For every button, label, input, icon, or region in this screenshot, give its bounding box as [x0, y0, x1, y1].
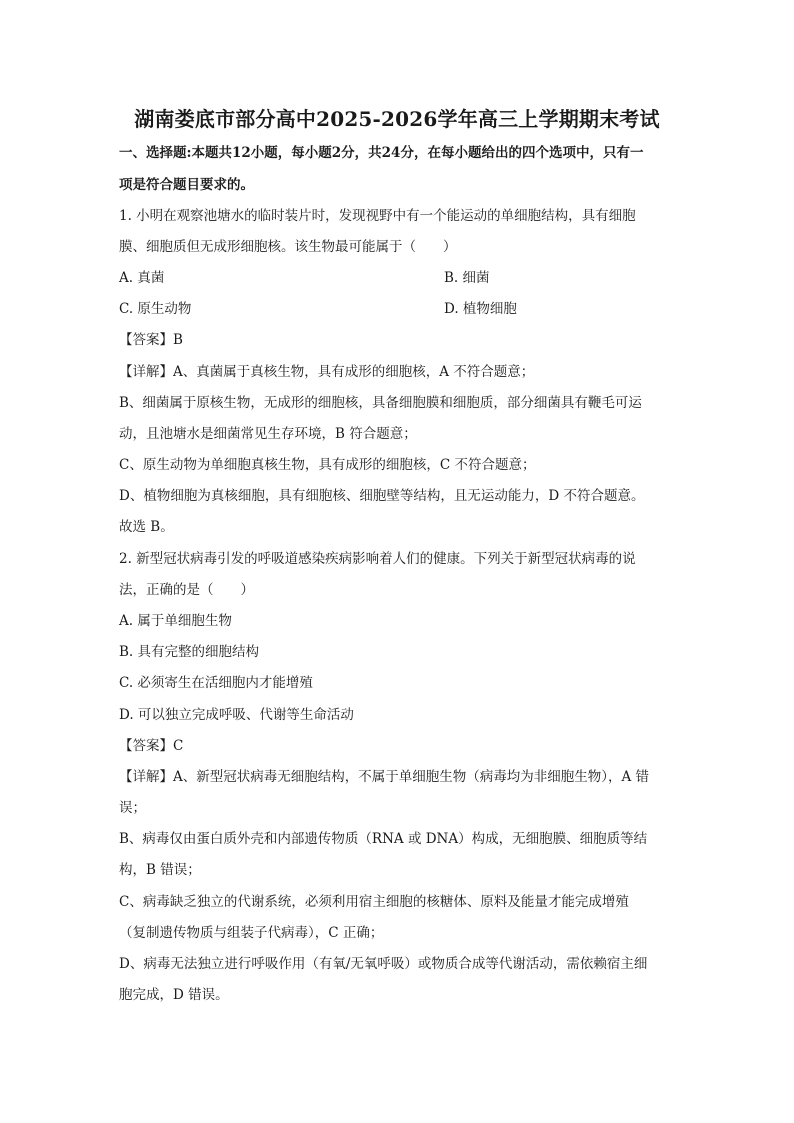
q1-explanation-line3: 动，且池塘水是细菌常见生存环境，B 符合题意； [119, 426, 417, 442]
q2-explanation-line4: 构，B 错误； [119, 862, 201, 878]
q1-option-a: A. 真菌 [119, 270, 165, 286]
q1-option-c: C. 原生动物 [119, 301, 192, 317]
section-heading-line1: 一、选择题:本题共12小题，每小题2分，共24分，在每小题给出的四个选项中，只有一 [119, 145, 644, 161]
q2-answer: 【答案】C [119, 738, 184, 754]
q1-option-b: B. 细菌 [444, 270, 490, 286]
q2-option-d: D. 可以独立完成呼吸、代谢等生命活动 [119, 707, 354, 723]
section-heading-line2: 项是符合题目要求的。 [119, 177, 254, 193]
q2-explanation-line7: D、病毒无法独立进行呼吸作用（有氧/无氧呼吸）或物质合成等代谢活动，需依赖宿主细 [119, 956, 648, 972]
q2-option-c: C. 必须寄生在活细胞内才能增殖 [119, 675, 313, 691]
q2-stem-line2: 法，正确的是（ ） [119, 582, 254, 598]
q1-explanation-line2: B、细菌属于原核生物，无成形的细胞核，具备细胞膜和细胞质，部分细菌具有鞭毛可运 [119, 395, 642, 411]
q1-explanation-line5: D、植物细胞为真核细胞，具有细胞核、细胞壁等结构，且无运动能力，D 不符合题意。 [119, 488, 645, 504]
q2-explanation-line2: 误； [119, 800, 146, 816]
q2-explanation-line8: 胞完成，D 错误。 [119, 987, 229, 1003]
q2-explanation-line1: 【详解】A、新型冠状病毒无细胞结构，不属于单细胞生物（病毒均为非细胞生物），A 错 [119, 769, 650, 785]
q1-option-d: D. 植物细胞 [444, 301, 517, 317]
q2-option-a: A. 属于单细胞生物 [119, 613, 232, 629]
q1-answer: 【答案】B [119, 332, 183, 348]
q2-explanation-line6: （复制遗传物质与组装子代病毒），C 正确； [119, 925, 384, 941]
q1-explanation-line1: 【详解】A、真菌属于真核生物，具有成形的细胞核，A 不符合题意； [119, 364, 535, 380]
q2-stem-line1: 2. 新型冠状病毒引发的呼吸道感染疾病影响着人们的健康。下列关于新型冠状病毒的说 [119, 551, 636, 567]
q1-explanation-line6: 故选 B。 [119, 519, 174, 535]
page-title: 湖南娄底市部分高中2025-2026学年高三上学期期末考试 [134, 107, 660, 131]
q2-option-b: B. 具有完整的细胞结构 [119, 644, 260, 660]
q2-explanation-line3: B、病毒仅由蛋白质外壳和内部遗传物质（RNA 或 DNA）构成，无细胞膜、细胞质等结 [119, 831, 648, 847]
q1-explanation-line4: C、原生动物为单细胞真核生物，具有成形的细胞核，C 不符合题意； [119, 457, 536, 473]
q1-stem-line2: 膜、细胞质但无成形细胞核。该生物最可能属于（ ） [119, 239, 457, 255]
q2-explanation-line5: C、病毒缺乏独立的代谢系统，必须利用宿主细胞的核糖体、原料及能量才能完成增殖 [119, 894, 629, 910]
q1-stem-line1: 1. 小明在观察池塘水的临时装片时，发现视野中有一个能运动的单细胞结构，具有细胞 [119, 208, 636, 224]
